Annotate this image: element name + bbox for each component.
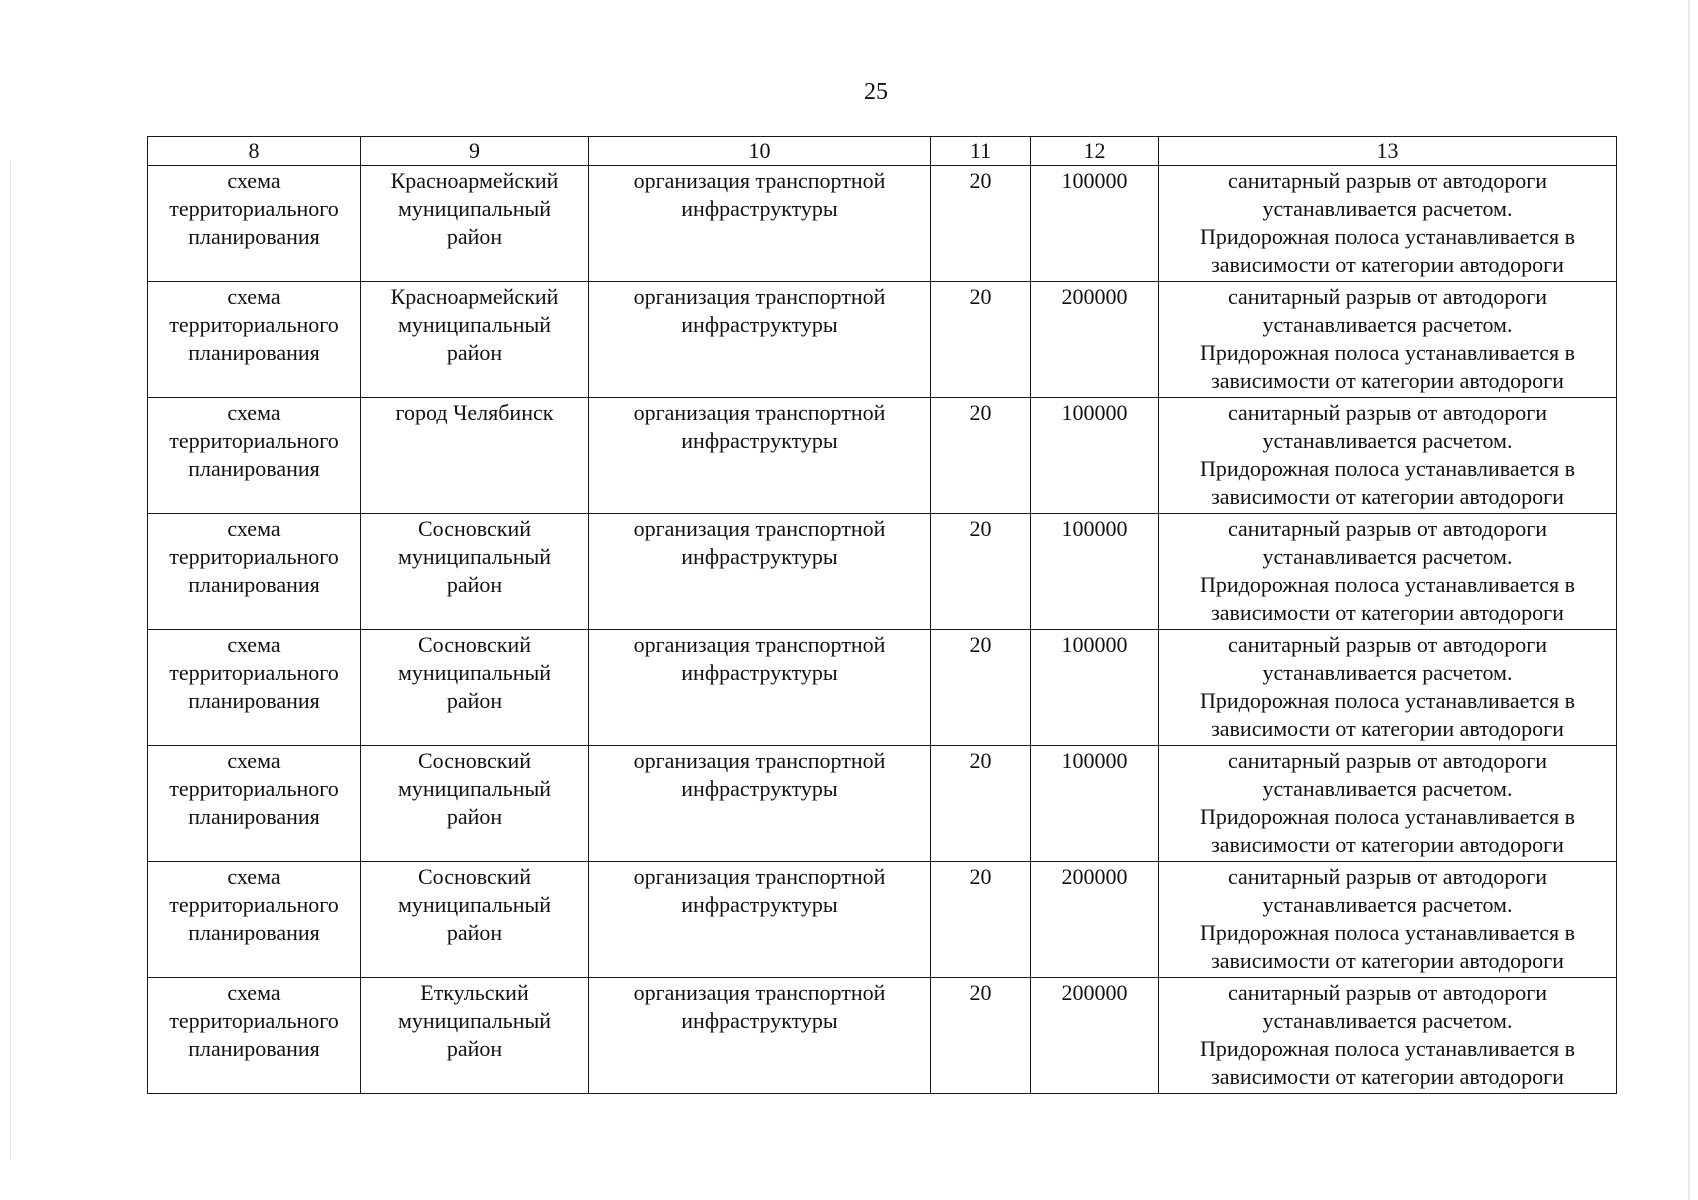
col11-cell: 20 xyxy=(931,166,1031,282)
zone-cell xyxy=(1159,282,1617,398)
territory-cell xyxy=(361,398,589,514)
table-row xyxy=(148,514,1617,630)
zone-cell xyxy=(1159,862,1617,978)
doc-type-cell xyxy=(148,398,361,514)
zone-cell-line: Придорожная полоса устанавливается в xyxy=(1199,920,1576,945)
doc-type-cell-line: территориального xyxy=(169,196,339,221)
purpose-cell-line: инфраструктуры xyxy=(681,312,838,337)
table-row xyxy=(148,630,1617,746)
zone-cell-line: Придорожная полоса устанавливается в xyxy=(1199,224,1576,249)
territory-cell-line: район xyxy=(446,920,503,945)
purpose-cell xyxy=(589,746,931,862)
territory-cell-line: Сосновский xyxy=(417,516,532,541)
doc-type-cell-line: схема xyxy=(227,516,281,541)
purpose-cell-line: организация транспортной xyxy=(633,516,886,541)
territory-cell-line: муниципальный xyxy=(397,196,552,221)
territory-cell-line: муниципальный xyxy=(397,776,552,801)
doc-type-cell xyxy=(148,862,361,978)
territory-cell xyxy=(361,862,589,978)
doc-type-cell-line: территориального xyxy=(169,892,339,917)
col12-cell: 100000 xyxy=(1031,630,1159,746)
header-row xyxy=(148,137,1617,166)
territory-cell-line: Сосновский xyxy=(417,864,532,889)
territory-cell-line: район xyxy=(446,224,503,249)
zone-cell-line: Придорожная полоса устанавливается в xyxy=(1199,804,1576,829)
col11-cell: 20 xyxy=(931,862,1031,978)
doc-type-cell-line: территориального xyxy=(169,660,339,685)
doc-type-cell-line: схема xyxy=(227,980,281,1005)
col11-cell: 20 xyxy=(931,398,1031,514)
zone-cell-line: устанавливается расчетом. xyxy=(1262,1008,1513,1033)
territory-cell-line: район xyxy=(446,688,503,713)
zone-cell-line: санитарный разрыв от автодороги xyxy=(1227,516,1548,541)
col12-cell: 100000 xyxy=(1031,514,1159,630)
zone-cell-line: санитарный разрыв от автодороги xyxy=(1227,748,1548,773)
page-number: 25 xyxy=(864,79,888,105)
col11-cell: 20 xyxy=(931,746,1031,862)
zone-cell xyxy=(1159,166,1617,282)
zone-cell-line: санитарный разрыв от автодороги xyxy=(1227,400,1548,425)
purpose-cell-line: организация транспортной xyxy=(633,284,886,309)
col12-cell: 200000 xyxy=(1031,282,1159,398)
doc-type-cell-line: схема xyxy=(227,400,281,425)
zone-cell-line: устанавливается расчетом. xyxy=(1262,544,1513,569)
col12-cell: 100000 xyxy=(1031,166,1159,282)
purpose-cell-line: организация транспортной xyxy=(633,632,886,657)
territory-cell-line: город Челябинск xyxy=(395,400,554,425)
doc-type-cell-line: территориального xyxy=(169,1008,339,1033)
territory-cell-line: Красноармейский xyxy=(390,168,559,193)
territory-cell-line: Красноармейский xyxy=(390,284,559,309)
doc-type-cell-line: планирования xyxy=(188,340,320,365)
zone-cell-line: зависимости от категории автодороги xyxy=(1211,832,1564,857)
scan-edge-left xyxy=(10,160,11,1160)
zone-cell-line: зависимости от категории автодороги xyxy=(1211,1064,1564,1089)
zone-cell-line: устанавливается расчетом. xyxy=(1262,776,1513,801)
header-cell-9: 9 xyxy=(361,137,589,166)
territory-cell-line: район xyxy=(446,804,503,829)
zone-cell-line: зависимости от категории автодороги xyxy=(1211,948,1564,973)
header-cell-12: 12 xyxy=(1031,137,1159,166)
purpose-cell xyxy=(589,166,931,282)
zone-cell-line: санитарный разрыв от автодороги xyxy=(1227,284,1548,309)
table-row xyxy=(148,978,1617,1094)
purpose-cell xyxy=(589,630,931,746)
doc-type-cell-line: схема xyxy=(227,168,281,193)
doc-type-cell xyxy=(148,166,361,282)
zone-cell-line: санитарный разрыв от автодороги xyxy=(1227,632,1548,657)
doc-type-cell-line: планирования xyxy=(188,688,320,713)
territory-cell-line: Еткульский xyxy=(420,980,529,1005)
zone-cell-line: устанавливается расчетом. xyxy=(1262,428,1513,453)
doc-type-cell xyxy=(148,514,361,630)
zone-cell xyxy=(1159,398,1617,514)
table-row xyxy=(148,282,1617,398)
doc-type-cell-line: территориального xyxy=(169,776,339,801)
header-cell-10: 10 xyxy=(589,137,931,166)
purpose-cell-line: инфраструктуры xyxy=(681,544,838,569)
col11-cell: 20 xyxy=(931,978,1031,1094)
doc-type-cell-line: планирования xyxy=(188,224,320,249)
zone-cell-line: Придорожная полоса устанавливается в xyxy=(1199,1036,1576,1061)
purpose-cell-line: инфраструктуры xyxy=(681,196,838,221)
purpose-cell xyxy=(589,978,931,1094)
zone-cell-line: Придорожная полоса устанавливается в xyxy=(1199,572,1576,597)
col12-cell: 200000 xyxy=(1031,978,1159,1094)
table-row xyxy=(148,166,1617,282)
purpose-cell-line: инфраструктуры xyxy=(681,428,838,453)
header-cell-13: 13 xyxy=(1159,137,1617,166)
territory-cell-line: район xyxy=(446,340,503,365)
header-cell-8: 8 xyxy=(148,137,361,166)
territory-cell-line: район xyxy=(446,1036,503,1061)
purpose-cell-line: инфраструктуры xyxy=(681,776,838,801)
territory-cell xyxy=(361,978,589,1094)
purpose-cell xyxy=(589,862,931,978)
zone-cell-line: зависимости от категории автодороги xyxy=(1211,600,1564,625)
table-row xyxy=(148,862,1617,978)
doc-type-cell xyxy=(148,978,361,1094)
zone-cell-line: Придорожная полоса устанавливается в xyxy=(1199,456,1576,481)
doc-type-cell-line: планирования xyxy=(188,804,320,829)
doc-type-cell-line: территориального xyxy=(169,428,339,453)
purpose-cell-line: организация транспортной xyxy=(633,748,886,773)
territory-cell xyxy=(361,514,589,630)
zone-cell-line: Придорожная полоса устанавливается в xyxy=(1199,340,1576,365)
doc-type-cell-line: территориального xyxy=(169,544,339,569)
purpose-cell xyxy=(589,282,931,398)
zone-cell xyxy=(1159,514,1617,630)
zone-cell-line: зависимости от категории автодороги xyxy=(1211,252,1564,277)
zone-cell-line: зависимости от категории автодороги xyxy=(1211,716,1564,741)
territory-cell xyxy=(361,746,589,862)
zone-cell xyxy=(1159,630,1617,746)
territory-cell-line: Сосновский xyxy=(417,632,532,657)
territory-cell-line: муниципальный xyxy=(397,544,552,569)
territory-cell-line: муниципальный xyxy=(397,1008,552,1033)
purpose-cell xyxy=(589,514,931,630)
table-body xyxy=(148,166,1617,1094)
doc-type-cell-line: схема xyxy=(227,864,281,889)
zone-cell-line: устанавливается расчетом. xyxy=(1262,312,1513,337)
territory-cell xyxy=(361,166,589,282)
purpose-cell-line: инфраструктуры xyxy=(681,892,838,917)
territory-cell-line: Сосновский xyxy=(417,748,532,773)
purpose-cell-line: инфраструктуры xyxy=(681,660,838,685)
col12-cell: 200000 xyxy=(1031,862,1159,978)
col11-cell: 20 xyxy=(931,630,1031,746)
doc-type-cell xyxy=(148,630,361,746)
table-row xyxy=(148,398,1617,514)
purpose-cell-line: организация транспортной xyxy=(633,400,886,425)
col12-cell: 100000 xyxy=(1031,398,1159,514)
territory-cell-line: район xyxy=(446,572,503,597)
zone-cell-line: устанавливается расчетом. xyxy=(1262,892,1513,917)
zone-cell-line: устанавливается расчетом. xyxy=(1262,660,1513,685)
purpose-cell xyxy=(589,398,931,514)
scan-edge-right xyxy=(1688,0,1690,1200)
zone-cell-line: устанавливается расчетом. xyxy=(1262,196,1513,221)
col11-cell: 20 xyxy=(931,514,1031,630)
zone-cell xyxy=(1159,746,1617,862)
zone-cell-line: санитарный разрыв от автодороги xyxy=(1227,980,1548,1005)
doc-type-cell-line: планирования xyxy=(188,572,320,597)
zone-cell-line: зависимости от категории автодороги xyxy=(1211,368,1564,393)
territory-cell-line: муниципальный xyxy=(397,892,552,917)
doc-type-cell-line: планирования xyxy=(188,920,320,945)
doc-type-cell-line: планирования xyxy=(188,1036,320,1061)
doc-type-cell-line: схема xyxy=(227,284,281,309)
purpose-cell-line: организация транспортной xyxy=(633,864,886,889)
table-header xyxy=(148,137,1617,166)
doc-type-cell-line: схема xyxy=(227,748,281,773)
purpose-cell-line: организация транспортной xyxy=(633,168,886,193)
zone-cell-line: санитарный разрыв от автодороги xyxy=(1227,864,1548,889)
col11-cell: 20 xyxy=(931,282,1031,398)
zone-cell-line: санитарный разрыв от автодороги xyxy=(1227,168,1548,193)
purpose-cell-line: организация транспортной xyxy=(633,980,886,1005)
header-cell-11: 11 xyxy=(931,137,1031,166)
zone-cell xyxy=(1159,978,1617,1094)
table-row xyxy=(148,746,1617,862)
purpose-cell-line: инфраструктуры xyxy=(681,1008,838,1033)
col12-cell: 100000 xyxy=(1031,746,1159,862)
doc-type-cell xyxy=(148,746,361,862)
territory-cell xyxy=(361,282,589,398)
zone-cell-line: Придорожная полоса устанавливается в xyxy=(1199,688,1576,713)
territory-cell xyxy=(361,630,589,746)
territory-cell-line: муниципальный xyxy=(397,660,552,685)
doc-type-cell xyxy=(148,282,361,398)
zone-cell-line: зависимости от категории автодороги xyxy=(1211,484,1564,509)
doc-type-cell-line: территориального xyxy=(169,312,339,337)
doc-type-cell-line: схема xyxy=(227,632,281,657)
territory-cell-line: муниципальный xyxy=(397,312,552,337)
document-table xyxy=(147,136,1617,1094)
doc-type-cell-line: планирования xyxy=(188,456,320,481)
